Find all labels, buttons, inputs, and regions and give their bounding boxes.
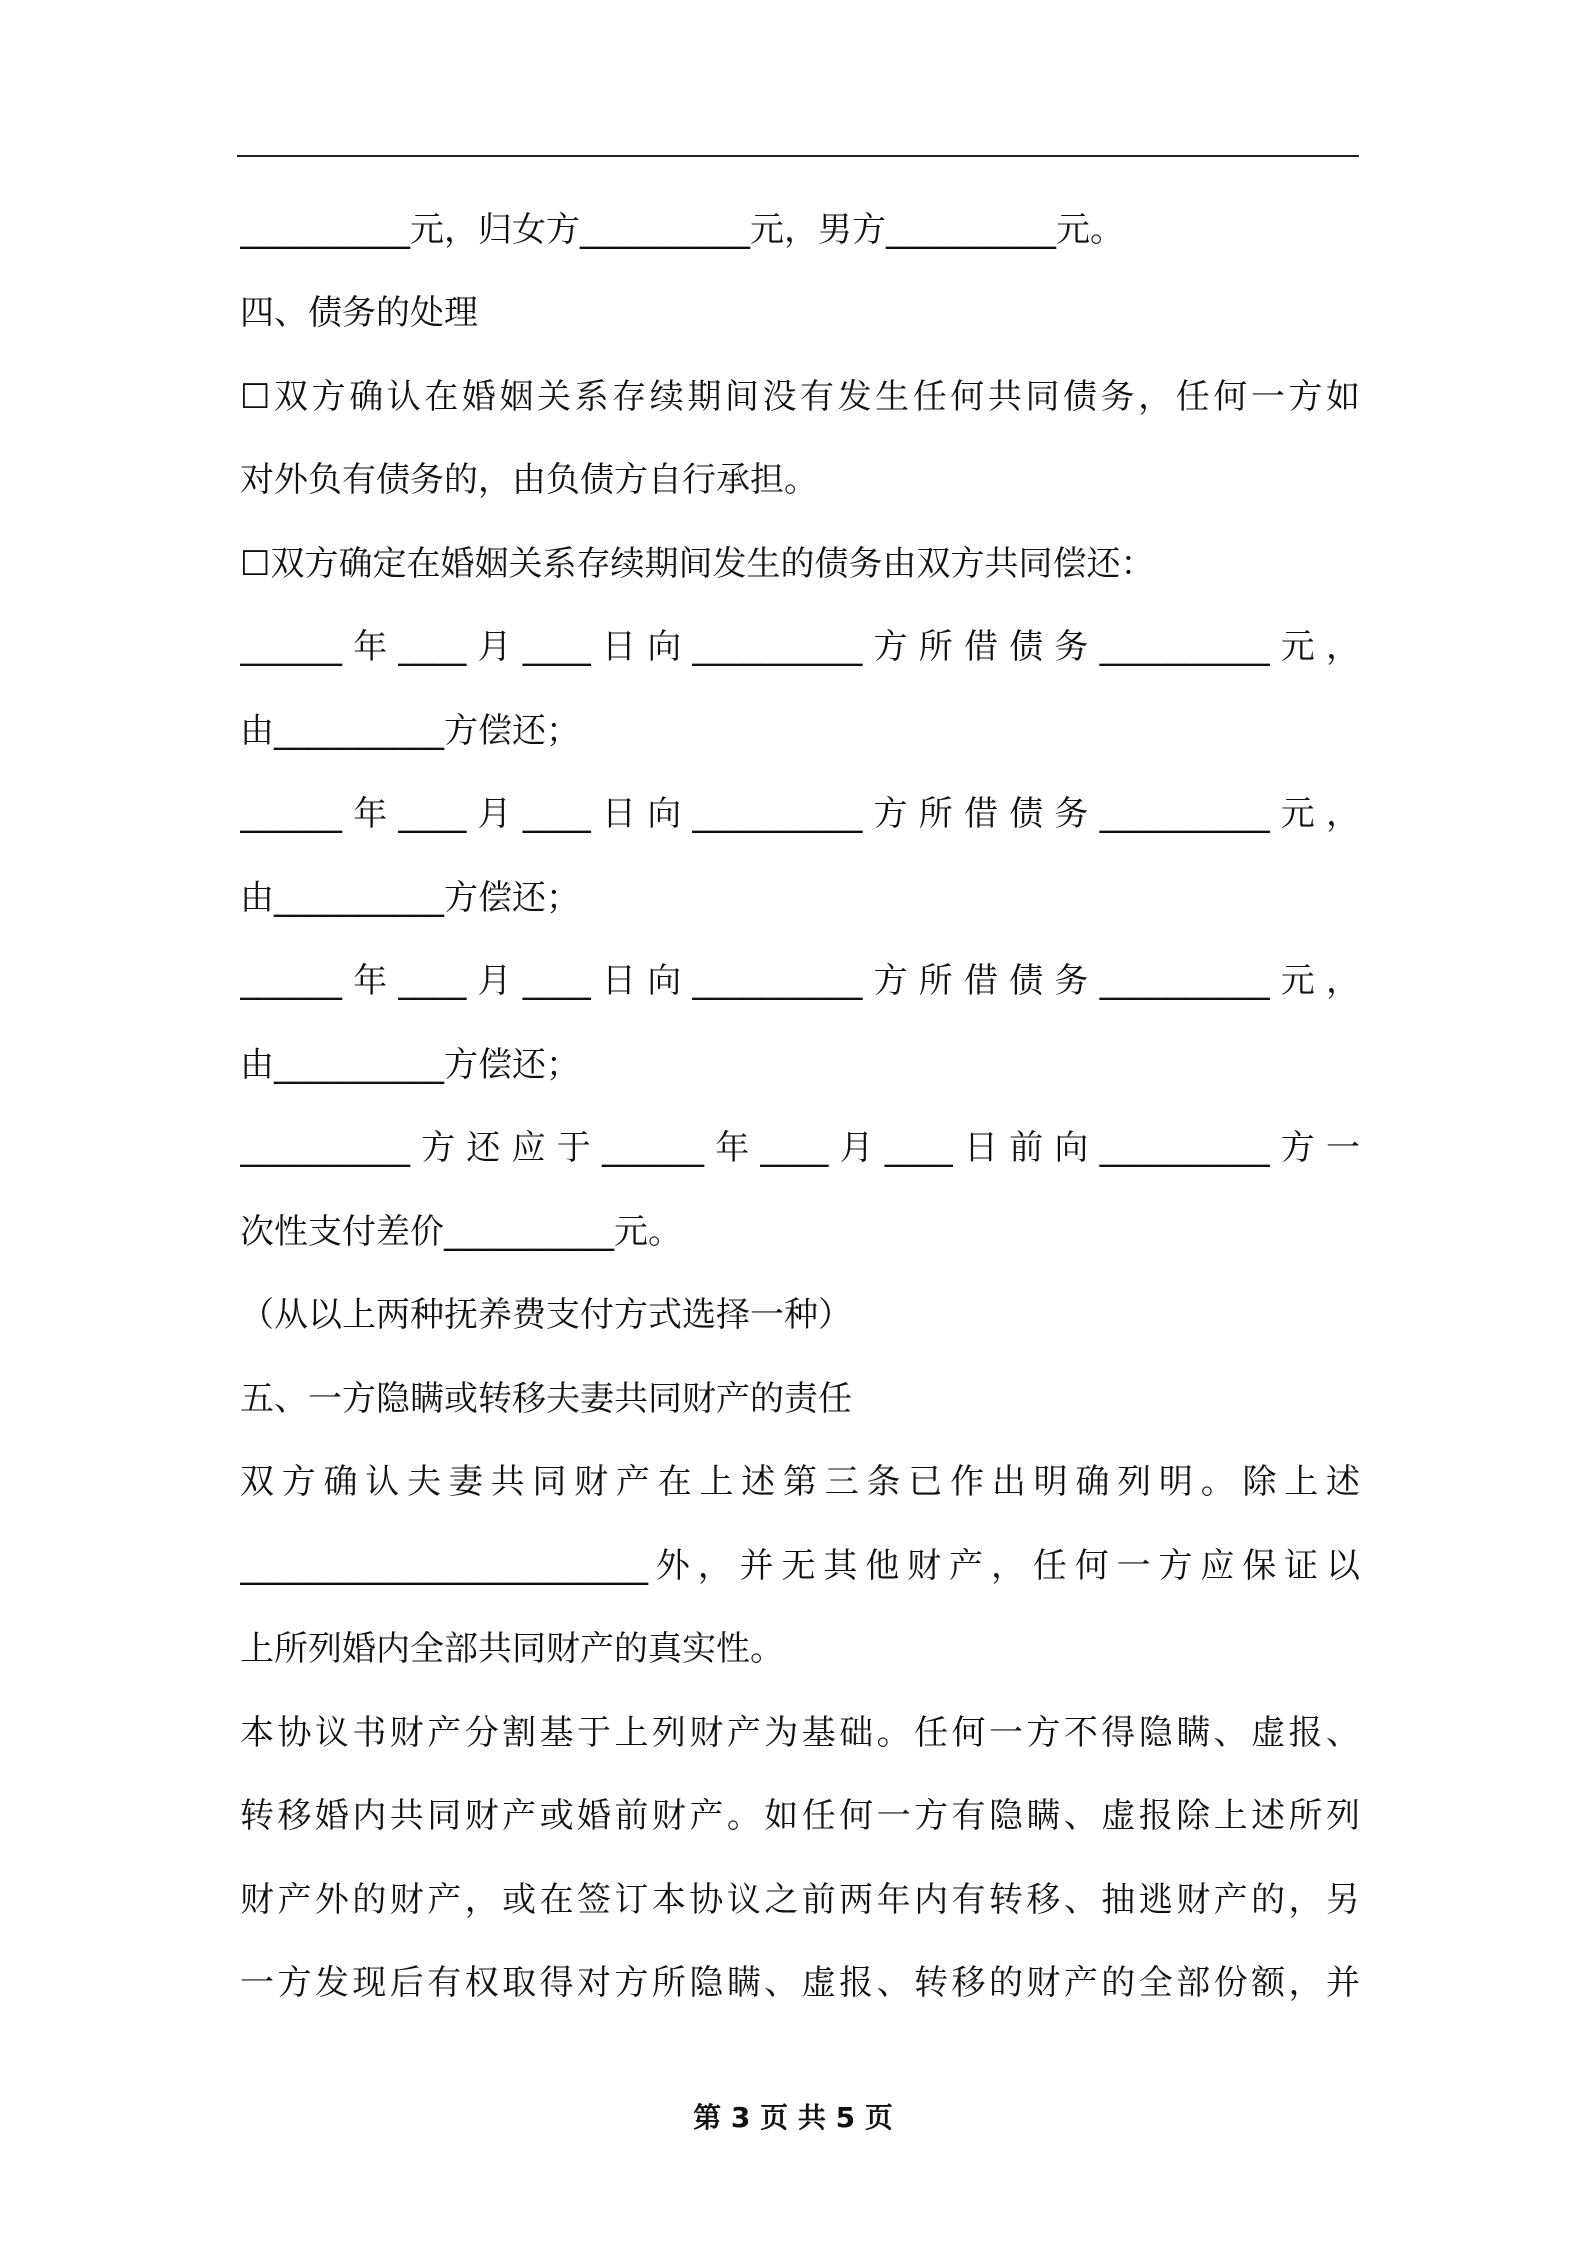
page-footer: 第 3 页 共 5 页 [693,2101,893,2134]
text-line: 由__________方偿还； [240,1045,580,1085]
text-line: 对外负有债务的，由负债方自行承担。 [240,460,818,500]
text-line: 次性支付差价__________元。 [240,1212,682,1252]
text-line: ________________________外，并无其他财产，任何一方应保证以 [240,1546,1360,1586]
text-line: ______年____月____日向__________方所借债务__________元， [240,794,1360,834]
text-line: （从以上两种抚养费支付方式选择一种） [240,1295,852,1335]
text-line: ______年____月____日向__________方所借债务__________元， [240,961,1360,1001]
text-line: ______年____月____日向__________方所借债务__________元， [240,627,1360,667]
section-heading: 五、一方隐瞒或转移夫妻共同财产的责任 [240,1379,852,1419]
text-line: 财产外的财产，或在签订本协议之前两年内有转移、抽逃财产的，另 [240,1880,1360,1920]
text-line: ☐双方确定在婚姻关系存续期间发生的债务由双方共同偿还： [240,544,1155,584]
text-line: 由__________方偿还； [240,711,580,751]
text-line: __________元，归女方__________元，男方__________元。 [240,210,1124,250]
text-line: 本协议书财产分割基于上列财产为基础。任何一方不得隐瞒、虚报、 [240,1713,1360,1753]
text-line: 转移婚内共同财产或婚前财产。如任何一方有隐瞒、虚报除上述所列 [240,1796,1360,1836]
text-line: 一方发现后有权取得对方所隐瞒、虚报、转移的财产的全部份额，并 [240,1963,1360,2003]
text-line: 双方确认夫妻共同财产在上述第三条已作出明确列明。除上述 [240,1462,1360,1502]
section-heading: 四、债务的处理 [240,293,478,333]
text-line: ☐双方确认在婚姻关系存续期间没有发生任何共同债务，任何一方如 [240,377,1360,417]
header-rule [237,155,1359,157]
text-line: __________方还应于______年____月____日前向__________方一 [240,1128,1360,1168]
text-line: 由__________方偿还； [240,878,580,918]
text-line: 上所列婚内全部共同财产的真实性。 [240,1629,784,1669]
